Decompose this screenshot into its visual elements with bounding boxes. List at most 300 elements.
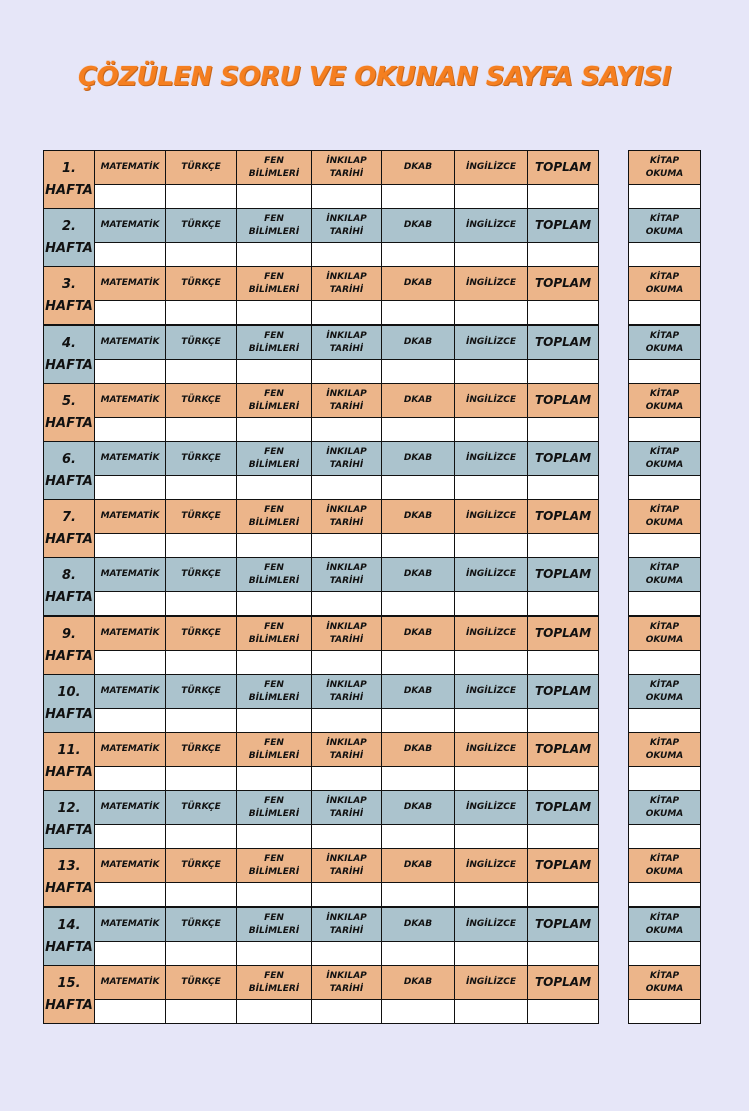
subject-entry-cell[interactable]	[455, 1000, 528, 1024]
week-number: 12.	[57, 800, 81, 816]
week-word: HAFTA	[45, 182, 93, 198]
total-header: TOPLAM	[528, 733, 599, 767]
subject-entry-cell[interactable]	[312, 243, 382, 267]
week-grid	[43, 732, 599, 791]
subject-header	[237, 791, 312, 825]
book-reading-block	[628, 965, 701, 1024]
subject-entry-cell[interactable]	[455, 883, 528, 907]
subject-label: İNKILAP TARİHİ	[326, 795, 367, 819]
total-entry-cell[interactable]	[528, 476, 599, 500]
subject-entry-cell[interactable]	[95, 418, 166, 442]
total-entry-cell[interactable]	[528, 243, 599, 267]
subject-header	[382, 151, 455, 185]
week-label	[44, 617, 95, 675]
subject-header	[312, 209, 382, 243]
subject-label: TÜRKÇE	[181, 511, 221, 521]
week-label	[44, 442, 95, 500]
subject-entry-cell[interactable]	[312, 825, 382, 849]
subject-entry-cell[interactable]	[312, 534, 382, 558]
subject-label: MATEMATİK	[100, 453, 160, 463]
subject-header	[455, 384, 528, 418]
total-header: TOPLAM	[528, 267, 599, 301]
subject-label: DKAB	[403, 220, 433, 230]
week-number: 1.	[62, 160, 76, 176]
week-word: HAFTA	[45, 880, 93, 896]
book-reading-block	[628, 616, 701, 675]
subject-label: İNGİLİZCE	[466, 511, 516, 521]
subject-entry-cell[interactable]	[237, 301, 312, 325]
subject-entry-cell[interactable]	[95, 243, 166, 267]
subject-entry-cell[interactable]	[237, 709, 312, 733]
subject-header	[382, 675, 455, 709]
total-header: TOPLAM	[528, 500, 599, 534]
subject-entry-cell[interactable]	[382, 534, 455, 558]
subject-label: İNGİLİZCE	[466, 162, 516, 172]
subject-label: TÜRKÇE	[181, 744, 221, 754]
subject-entry-cell[interactable]	[95, 651, 166, 675]
subject-header	[455, 617, 528, 651]
subject-label: İNKILAP TARİHİ	[326, 271, 367, 295]
subject-label: İNGİLİZCE	[466, 395, 516, 405]
subject-label: İNKILAP TARİHİ	[326, 679, 367, 703]
subject-entry-cell[interactable]	[166, 592, 237, 616]
subject-label: İNGİLİZCE	[466, 802, 516, 812]
subject-label: FEN BİLİMLERİ	[248, 155, 300, 179]
subject-header	[166, 384, 237, 418]
subject-entry-cell[interactable]	[312, 476, 382, 500]
subject-header	[95, 675, 166, 709]
subject-label: FEN BİLİMLERİ	[248, 621, 300, 645]
subject-entry-cell[interactable]	[455, 651, 528, 675]
week-label	[44, 733, 95, 791]
subject-entry-cell[interactable]	[237, 1000, 312, 1024]
subject-entry-cell[interactable]	[95, 767, 166, 791]
week-number: 5.	[62, 393, 76, 409]
subject-label: İNGİLİZCE	[466, 977, 516, 987]
book-reading-entry-cell[interactable]	[629, 942, 701, 966]
week-label	[44, 558, 95, 616]
week-label	[44, 966, 95, 1024]
subject-entry-cell[interactable]	[166, 301, 237, 325]
week-number: 10.	[57, 684, 81, 700]
subject-entry-cell[interactable]	[455, 418, 528, 442]
book-reading-header	[629, 849, 701, 883]
subject-entry-cell[interactable]	[237, 592, 312, 616]
subject-header	[166, 849, 237, 883]
subject-header	[455, 849, 528, 883]
book-reading-entry-cell[interactable]	[629, 301, 701, 325]
subject-label: FEN BİLİMLERİ	[248, 330, 300, 354]
book-reading-entry-cell[interactable]	[629, 825, 701, 849]
total-header: TOPLAM	[528, 151, 599, 185]
book-reading-entry-cell[interactable]	[629, 651, 701, 675]
subject-entry-cell[interactable]	[382, 418, 455, 442]
subject-label: MATEMATİK	[100, 744, 160, 754]
book-reading-block	[628, 383, 701, 442]
subject-label: TÜRKÇE	[181, 977, 221, 987]
week-row	[43, 499, 700, 557]
subject-entry-cell[interactable]	[312, 301, 382, 325]
subject-entry-cell[interactable]	[166, 1000, 237, 1024]
subject-entry-cell[interactable]	[455, 301, 528, 325]
subject-entry-cell[interactable]	[237, 651, 312, 675]
book-reading-label: KİTAP OKUMA	[645, 155, 684, 179]
subject-label: TÜRKÇE	[181, 686, 221, 696]
total-header: TOPLAM	[528, 966, 599, 1000]
week-grid	[43, 325, 599, 384]
total-entry-cell[interactable]	[528, 651, 599, 675]
subject-entry-cell[interactable]	[166, 883, 237, 907]
subject-label: FEN BİLİMLERİ	[248, 795, 300, 819]
subject-entry-cell[interactable]	[95, 942, 166, 966]
book-reading-entry-cell[interactable]	[629, 360, 701, 384]
subject-label: İNGİLİZCE	[466, 686, 516, 696]
subject-header	[312, 675, 382, 709]
subject-entry-cell[interactable]	[237, 942, 312, 966]
subject-entry-cell[interactable]	[312, 709, 382, 733]
week-number: 14.	[57, 917, 81, 933]
subject-entry-cell[interactable]	[166, 418, 237, 442]
subject-header	[312, 617, 382, 651]
book-reading-entry-cell[interactable]	[629, 1000, 701, 1024]
subject-entry-cell[interactable]	[95, 360, 166, 384]
book-reading-header	[629, 384, 701, 418]
subject-header	[382, 326, 455, 360]
subject-label: İNGİLİZCE	[466, 860, 516, 870]
subject-entry-cell[interactable]	[166, 534, 237, 558]
week-grid	[43, 499, 599, 558]
week-grid	[43, 848, 599, 907]
subject-entry-cell[interactable]	[237, 243, 312, 267]
subject-entry-cell[interactable]	[237, 825, 312, 849]
subject-entry-cell[interactable]	[166, 185, 237, 209]
subject-entry-cell[interactable]	[455, 360, 528, 384]
subject-entry-cell[interactable]	[382, 709, 455, 733]
subject-entry-cell[interactable]	[237, 418, 312, 442]
subject-entry-cell[interactable]	[382, 1000, 455, 1024]
subject-label: İNGİLİZCE	[466, 278, 516, 288]
book-reading-entry-cell[interactable]	[629, 185, 701, 209]
subject-label: İNKILAP TARİHİ	[326, 155, 367, 179]
subject-entry-cell[interactable]	[382, 942, 455, 966]
book-reading-header	[629, 617, 701, 651]
week-row	[43, 848, 700, 906]
subject-entry-cell[interactable]	[382, 883, 455, 907]
subject-header	[455, 675, 528, 709]
subject-entry-cell[interactable]	[382, 243, 455, 267]
subject-label: DKAB	[403, 337, 433, 347]
week-row	[43, 325, 700, 383]
total-entry-cell[interactable]	[528, 767, 599, 791]
week-number: 15.	[57, 975, 81, 991]
subject-header	[382, 733, 455, 767]
book-reading-block	[628, 907, 701, 966]
subject-label: MATEMATİK	[100, 511, 160, 521]
week-grid	[43, 150, 599, 209]
week-word: HAFTA	[45, 997, 93, 1013]
subject-header	[382, 500, 455, 534]
week-number: 7.	[62, 509, 76, 525]
subject-label: TÜRKÇE	[181, 395, 221, 405]
subject-header	[382, 209, 455, 243]
subject-entry-cell[interactable]	[166, 476, 237, 500]
book-reading-label: KİTAP OKUMA	[645, 562, 684, 586]
total-header: TOPLAM	[528, 617, 599, 651]
subject-entry-cell[interactable]	[237, 767, 312, 791]
total-entry-cell[interactable]	[528, 185, 599, 209]
week-grid	[43, 208, 599, 267]
subject-header	[166, 617, 237, 651]
subject-header	[312, 151, 382, 185]
subject-label: İNKILAP TARİHİ	[326, 562, 367, 586]
subject-entry-cell[interactable]	[166, 243, 237, 267]
subject-header	[455, 966, 528, 1000]
subject-label: MATEMATİK	[100, 278, 160, 288]
subject-entry-cell[interactable]	[312, 592, 382, 616]
subject-header	[312, 326, 382, 360]
subject-header	[382, 267, 455, 301]
subject-label: İNKILAP TARİHİ	[326, 388, 367, 412]
subject-entry-cell[interactable]	[166, 942, 237, 966]
subject-entry-cell[interactable]	[166, 767, 237, 791]
subject-entry-cell[interactable]	[312, 1000, 382, 1024]
subject-header	[166, 558, 237, 592]
week-grid	[43, 907, 599, 966]
subject-header	[455, 151, 528, 185]
subject-label: DKAB	[403, 511, 433, 521]
week-word: HAFTA	[45, 822, 93, 838]
book-reading-entry-cell[interactable]	[629, 592, 701, 616]
total-entry-cell[interactable]	[528, 534, 599, 558]
subject-entry-cell[interactable]	[166, 709, 237, 733]
subject-header	[312, 442, 382, 476]
subject-header	[237, 326, 312, 360]
book-reading-header	[629, 151, 701, 185]
subject-label: DKAB	[403, 977, 433, 987]
subject-header	[95, 966, 166, 1000]
subject-entry-cell[interactable]	[455, 243, 528, 267]
subject-entry-cell[interactable]	[95, 1000, 166, 1024]
subject-entry-cell[interactable]	[166, 825, 237, 849]
subject-header	[166, 791, 237, 825]
weekly-study-table	[43, 150, 700, 1022]
book-reading-header	[629, 558, 701, 592]
book-reading-header	[629, 326, 701, 360]
page-title: ÇÖZÜLEN SORU VE OKUNAN SAYFA SAYISI	[78, 62, 671, 92]
book-reading-label: KİTAP OKUMA	[645, 504, 684, 528]
subject-entry-cell[interactable]	[95, 709, 166, 733]
subject-entry-cell[interactable]	[455, 534, 528, 558]
subject-label: İNKILAP TARİHİ	[326, 504, 367, 528]
subject-entry-cell[interactable]	[95, 476, 166, 500]
subject-header	[312, 500, 382, 534]
subject-entry-cell[interactable]	[166, 360, 237, 384]
total-entry-cell[interactable]	[528, 825, 599, 849]
subject-label: İNGİLİZCE	[466, 453, 516, 463]
week-grid	[43, 383, 599, 442]
subject-header	[455, 267, 528, 301]
subject-entry-cell[interactable]	[455, 185, 528, 209]
week-row	[43, 441, 700, 499]
total-entry-cell[interactable]	[528, 301, 599, 325]
subject-label: TÜRKÇE	[181, 278, 221, 288]
total-header: TOPLAM	[528, 558, 599, 592]
subject-label: TÜRKÇE	[181, 802, 221, 812]
subject-entry-cell[interactable]	[382, 360, 455, 384]
book-reading-entry-cell[interactable]	[629, 709, 701, 733]
book-reading-entry-cell[interactable]	[629, 476, 701, 500]
subject-entry-cell[interactable]	[382, 301, 455, 325]
book-reading-label: KİTAP OKUMA	[645, 912, 684, 936]
book-reading-entry-cell[interactable]	[629, 883, 701, 907]
book-reading-entry-cell[interactable]	[629, 418, 701, 442]
total-entry-cell[interactable]	[528, 1000, 599, 1024]
book-reading-entry-cell[interactable]	[629, 767, 701, 791]
total-header: TOPLAM	[528, 675, 599, 709]
week-label	[44, 267, 95, 325]
subject-header	[455, 791, 528, 825]
subject-header	[455, 326, 528, 360]
subject-entry-cell[interactable]	[455, 476, 528, 500]
subject-label: İNGİLİZCE	[466, 337, 516, 347]
book-reading-block	[628, 557, 701, 616]
week-grid	[43, 441, 599, 500]
total-header: TOPLAM	[528, 791, 599, 825]
subject-entry-cell[interactable]	[382, 767, 455, 791]
subject-entry-cell[interactable]	[455, 825, 528, 849]
subject-header	[166, 908, 237, 942]
book-reading-header	[629, 267, 701, 301]
subject-label: TÜRKÇE	[181, 628, 221, 638]
subject-label: MATEMATİK	[100, 919, 160, 929]
week-number: 2.	[62, 218, 76, 234]
subject-header	[312, 908, 382, 942]
book-reading-header	[629, 733, 701, 767]
week-row	[43, 266, 700, 324]
total-entry-cell[interactable]	[528, 709, 599, 733]
subject-entry-cell[interactable]	[312, 942, 382, 966]
week-number: 3.	[62, 276, 76, 292]
subject-entry-cell[interactable]	[237, 185, 312, 209]
subject-label: DKAB	[403, 628, 433, 638]
subject-entry-cell[interactable]	[455, 592, 528, 616]
total-entry-cell[interactable]	[528, 418, 599, 442]
subject-label: DKAB	[403, 860, 433, 870]
subject-header	[237, 675, 312, 709]
subject-header	[95, 791, 166, 825]
week-grid	[43, 790, 599, 849]
subject-header	[382, 442, 455, 476]
subject-header	[382, 908, 455, 942]
subject-entry-cell[interactable]	[95, 883, 166, 907]
subject-header	[382, 966, 455, 1000]
subject-header	[166, 267, 237, 301]
total-entry-cell[interactable]	[528, 942, 599, 966]
week-number: 9.	[62, 626, 76, 642]
subject-header	[95, 267, 166, 301]
week-row	[43, 674, 700, 732]
total-entry-cell[interactable]	[528, 360, 599, 384]
book-reading-label: KİTAP OKUMA	[645, 330, 684, 354]
week-word: HAFTA	[45, 415, 93, 431]
subject-header	[382, 791, 455, 825]
book-reading-block	[628, 732, 701, 791]
book-reading-entry-cell[interactable]	[629, 534, 701, 558]
subject-header	[312, 267, 382, 301]
subject-header	[237, 151, 312, 185]
week-row	[43, 907, 700, 965]
subject-entry-cell[interactable]	[382, 476, 455, 500]
subject-entry-cell[interactable]	[382, 592, 455, 616]
subject-header	[455, 442, 528, 476]
week-label	[44, 151, 95, 209]
subject-header	[237, 500, 312, 534]
subject-entry-cell[interactable]	[95, 592, 166, 616]
subject-label: İNKILAP TARİHİ	[326, 330, 367, 354]
subject-entry-cell[interactable]	[237, 360, 312, 384]
subject-entry-cell[interactable]	[382, 651, 455, 675]
subject-header	[166, 500, 237, 534]
subject-entry-cell[interactable]	[312, 185, 382, 209]
subject-entry-cell[interactable]	[382, 825, 455, 849]
subject-entry-cell[interactable]	[312, 767, 382, 791]
subject-header	[95, 500, 166, 534]
subject-entry-cell[interactable]	[237, 883, 312, 907]
subject-header	[95, 442, 166, 476]
book-reading-entry-cell[interactable]	[629, 243, 701, 267]
week-number: 8.	[62, 567, 76, 583]
book-reading-label: KİTAP OKUMA	[645, 795, 684, 819]
total-entry-cell[interactable]	[528, 592, 599, 616]
subject-label: FEN BİLİMLERİ	[248, 388, 300, 412]
subject-entry-cell[interactable]	[455, 709, 528, 733]
subject-entry-cell[interactable]	[312, 418, 382, 442]
subject-header	[166, 733, 237, 767]
subject-entry-cell[interactable]	[312, 883, 382, 907]
subject-label: İNGİLİZCE	[466, 744, 516, 754]
subject-entry-cell[interactable]	[382, 185, 455, 209]
subject-entry-cell[interactable]	[95, 185, 166, 209]
subject-label: FEN BİLİMLERİ	[248, 271, 300, 295]
subject-header	[237, 209, 312, 243]
subject-entry-cell[interactable]	[237, 476, 312, 500]
week-word: HAFTA	[45, 473, 93, 489]
subject-label: FEN BİLİMLERİ	[248, 504, 300, 528]
subject-entry-cell[interactable]	[166, 651, 237, 675]
subject-label: TÜRKÇE	[181, 569, 221, 579]
subject-label: FEN BİLİMLERİ	[248, 737, 300, 761]
total-entry-cell[interactable]	[528, 883, 599, 907]
book-reading-label: KİTAP OKUMA	[645, 388, 684, 412]
subject-entry-cell[interactable]	[95, 825, 166, 849]
subject-header	[237, 908, 312, 942]
book-reading-block	[628, 150, 701, 209]
subject-entry-cell[interactable]	[95, 534, 166, 558]
subject-label: MATEMATİK	[100, 220, 160, 230]
week-row	[43, 208, 700, 266]
subject-entry-cell[interactable]	[312, 651, 382, 675]
week-row	[43, 150, 700, 208]
subject-entry-cell[interactable]	[455, 942, 528, 966]
subject-entry-cell[interactable]	[95, 301, 166, 325]
subject-entry-cell[interactable]	[455, 767, 528, 791]
subject-entry-cell[interactable]	[312, 360, 382, 384]
subject-label: FEN BİLİMLERİ	[248, 213, 300, 237]
subject-entry-cell[interactable]	[237, 534, 312, 558]
subject-header	[237, 849, 312, 883]
subject-label: DKAB	[403, 569, 433, 579]
subject-label: İNKILAP TARİHİ	[326, 213, 367, 237]
